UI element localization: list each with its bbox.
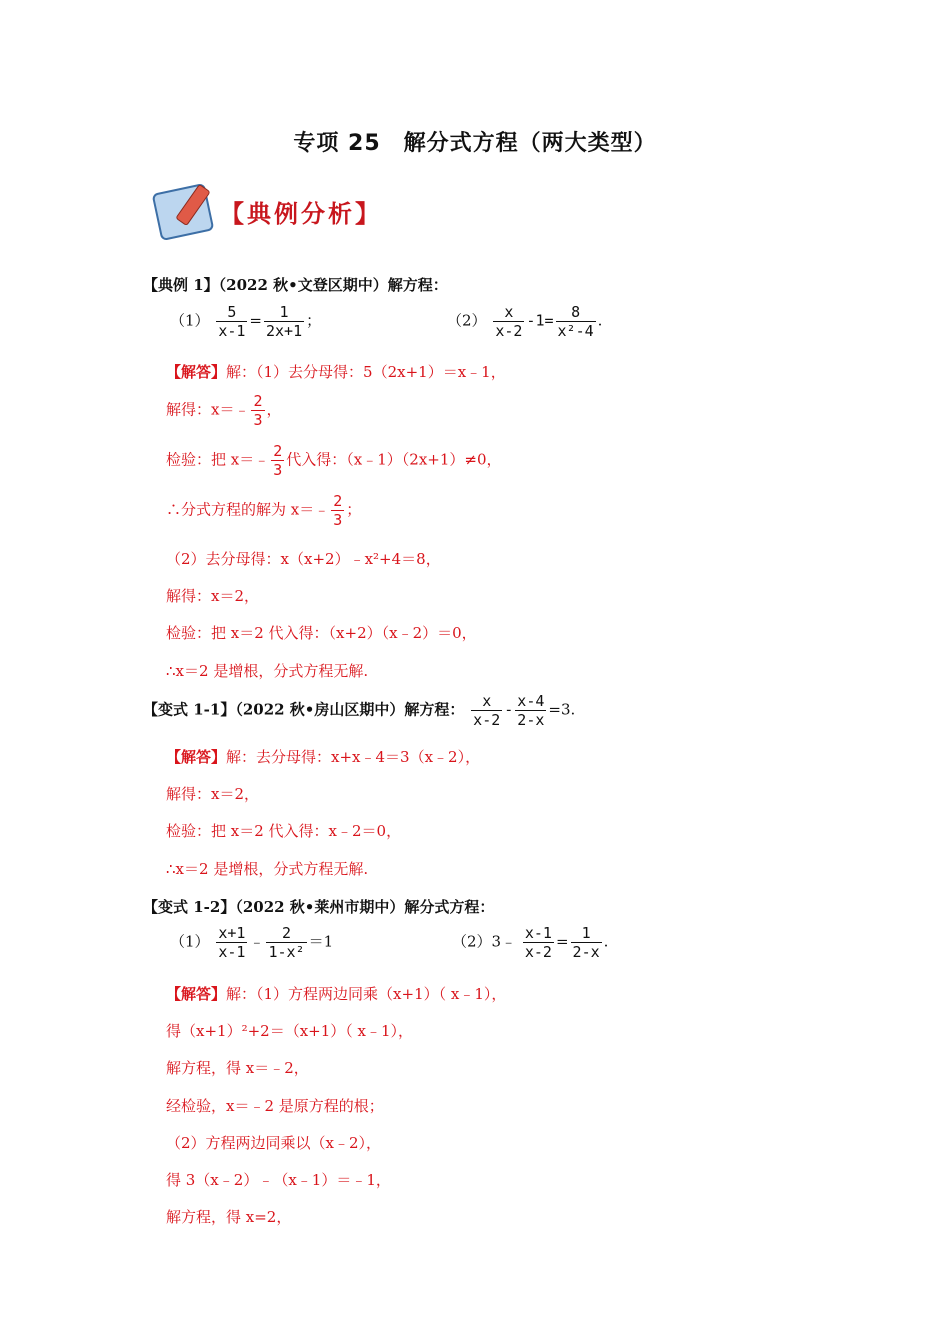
solution-line: 检验：把 x＝2 代入得：x﹣2＝0，: [166, 822, 402, 840]
variant-1-2-source: （2022 秋•莱州市期中）解分式方程：: [235, 898, 495, 916]
variant-1-1-heading: 【变式 1-1】（2022 秋•房山区期中）解方程： $\frac{x}{x-2}$ - $\frac{x-4}{2-x}$ =3.: [143, 692, 576, 729]
fraction: $\frac{1}{2x+1}$: [266, 303, 303, 340]
solution-line: 检验：把 x＝2 代入得：（x+2）（x﹣2）＝0，: [166, 624, 477, 642]
fraction: $\frac{x-1}{x-2}$: [524, 924, 552, 961]
variant-1-2-problem-2: （2）3﹣ $\frac{x-1}{x-2}$ = $\frac{1}{2-x}$ .: [452, 924, 609, 961]
fraction: $\frac{2}{3}$: [253, 392, 263, 429]
variant-1-2-tag: 【变式 1-2】: [143, 898, 236, 916]
fraction: $\frac{x}{x-2}$: [473, 692, 501, 729]
solution-line: （2）方程两边同乘以（x﹣2），: [166, 1134, 382, 1152]
variant-1-2-problem-1: （1） $\frac{x+1}{x-1}$ ﹣ $\frac{2}{\text{1-x²}}$ ＝1: [170, 924, 334, 961]
example-1-tag: 【典例 1】: [143, 276, 219, 294]
solution-line: 经检验，x＝﹣2 是原方程的根；: [166, 1097, 384, 1115]
solution-tag: 【解答】: [166, 363, 227, 381]
solution-line: 解得：x＝﹣ $\frac{2}{3}$ ，: [166, 392, 282, 429]
fraction: $\frac{2}{3}$: [273, 442, 283, 479]
solution-line: 得（x+1）²+2＝（x+1）（ x﹣1），: [166, 1022, 414, 1040]
solution-tag: 【解答】: [166, 985, 227, 1003]
fraction: $\frac{8}{\text{x²-4}}$: [557, 303, 594, 340]
section-banner: [152, 180, 382, 242]
solution-line: 得 3（x﹣2）﹣（x﹣1）＝﹣1，: [166, 1171, 391, 1189]
solution-line: 解方程，得 x=2，: [166, 1208, 292, 1226]
banner-label: 【典例分析】: [220, 200, 382, 228]
solution-line: 解方程，得 x＝﹣2，: [166, 1059, 309, 1077]
problem-number: （1）: [170, 311, 210, 330]
solution-line: 解得：x＝2，: [166, 785, 260, 803]
fraction: $\frac{x+1}{x-1}$: [218, 924, 246, 961]
variant-1-1-source: （2022 秋•房山区期中）解方程：: [235, 700, 465, 719]
variant-1-2-heading: [143, 896, 494, 917]
page-title: 专项 25 解分式方程（两大类型）: [293, 131, 657, 156]
solution-line: ∴分式方程的解为 x＝﹣ $\frac{2}{3}$ ；: [166, 492, 362, 529]
fraction: $\frac{x}{x-2}$: [495, 303, 523, 340]
problem-number: （2）3﹣: [452, 932, 517, 951]
solution-line: 解得：x＝2，: [166, 587, 260, 605]
problem-number: （2）: [447, 311, 487, 330]
fraction: $\frac{2}{\text{1-x²}}$: [268, 924, 305, 961]
fraction: $\frac{x-4}{2-x}$: [517, 692, 545, 729]
solution-line: ∴x＝2 是增根，分式方程无解.: [166, 860, 369, 878]
fraction: $\frac{5}{x-1}$: [218, 303, 246, 340]
solution-line: 【解答】解：去分母得：x+x﹣4＝3（x﹣2），: [166, 748, 481, 766]
solution-tag: 【解答】: [166, 748, 227, 766]
example-1-problem-2: （2） $\frac{x}{x-2}$ -1= $\frac{8}{\text{x²-4}}$ .: [447, 303, 603, 340]
fraction: $\frac{1}{2-x}$: [572, 924, 600, 961]
example-1-source: （2022 秋•文登区期中）解方程：: [218, 276, 448, 294]
solution-line: 【解答】解：（1）方程两边同乘（x+1）（ x﹣1），: [166, 985, 507, 1003]
example-1-heading: [143, 274, 448, 295]
problem-number: （1）: [170, 932, 210, 951]
fraction: $\frac{2}{3}$: [333, 492, 343, 529]
variant-1-1-tag: 【变式 1-1】: [143, 700, 236, 719]
example-1-problem-1: （1） $\frac{5}{x-1}$ = $\frac{1}{2x+1}$ ；: [170, 303, 322, 340]
solution-line: （2）去分母得：x（x+2）﹣x²+4＝8，: [166, 550, 441, 568]
solution-line: 【解答】解：（1）去分母得：5（2x+1）＝x﹣1，: [166, 363, 506, 381]
solution-line: ∴x＝2 是增根，分式方程无解.: [166, 662, 369, 680]
solution-line: 检验：把 x＝﹣ $\frac{2}{3}$ 代入得：（x﹣1）（2x+1）≠0，: [166, 442, 502, 479]
